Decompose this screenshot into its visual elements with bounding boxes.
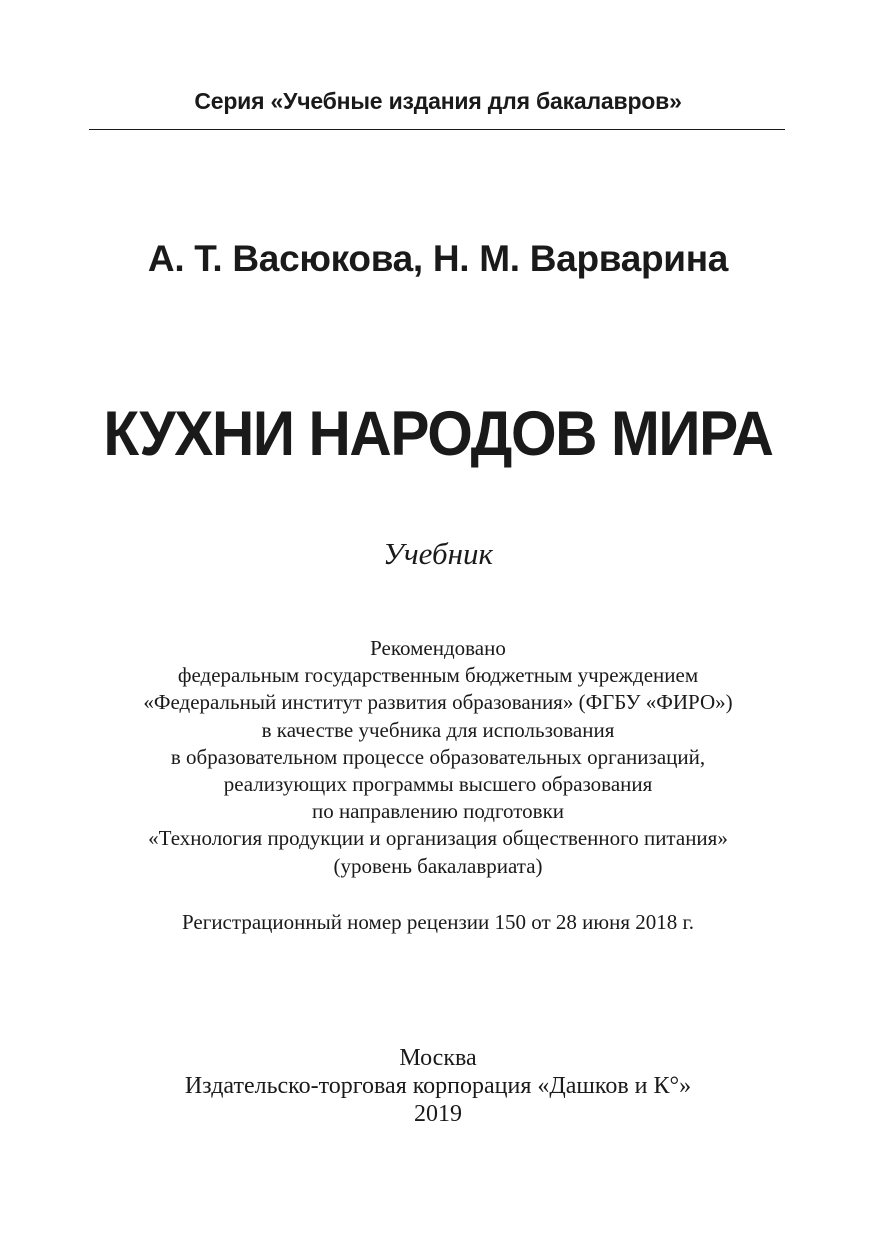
authors: А. Т. Васюкова, Н. М. Варварина: [147, 238, 729, 279]
recommendation-line: «Федеральный институт развития образования» (ФГБУ «ФИРО»): [143, 690, 733, 715]
recommendation-line: по направлению подготовки: [311, 799, 565, 824]
series-title: Серия «Учебные издания для бакалавров»: [194, 88, 682, 114]
recommendation-line: (уровень бакалавриата): [333, 853, 543, 878]
recommendation-line: в образовательном процессе образовательных организаций,: [170, 744, 706, 769]
book-title: КУХНИ НАРОДОВ МИРА: [103, 399, 773, 469]
imprint-year: 2019: [414, 1101, 462, 1127]
imprint-city: Москва: [399, 1045, 477, 1071]
recommendation-line: реализующих программы высшего образования: [223, 772, 653, 797]
imprint-publisher: Издательско-торговая корпорация «Дашков и К°»: [184, 1073, 692, 1099]
registration-number: Регистрационный номер рецензии 150 от 28 июня 2018 г.: [181, 910, 694, 934]
header-rule: [89, 129, 785, 130]
recommendation-line: Рекомендовано: [370, 636, 506, 660]
recommendation-line: «Технология продукции и организация общественного питания»: [148, 826, 728, 851]
book-subtitle: Учебник: [383, 536, 493, 571]
recommendation-block: [0, 635, 876, 880]
imprint-block: [0, 1044, 876, 1128]
recommendation-line: в качестве учебника для использования: [261, 717, 615, 742]
recommendation-line: федеральным государственным бюджетным учреждением: [177, 663, 699, 688]
